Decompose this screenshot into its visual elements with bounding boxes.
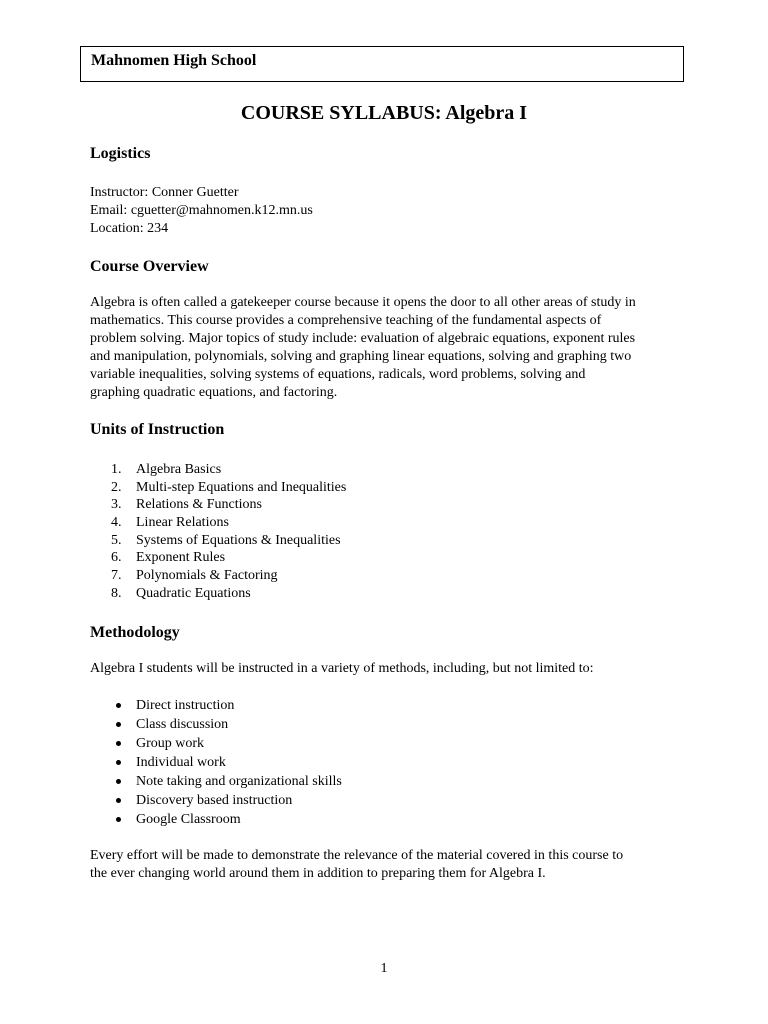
paragraph-line: graphing quadratic equations, and factoring. <box>90 385 338 400</box>
closing-paragraph <box>90 847 690 883</box>
method-label: Note taking and organizational skills <box>136 774 342 789</box>
bullet-icon <box>116 703 121 708</box>
list-number: 1. <box>111 462 122 477</box>
unit-label: Algebra Basics <box>136 462 222 477</box>
method-label: Direct instruction <box>136 698 235 713</box>
list-number: 2. <box>111 479 122 495</box>
bullet-icon <box>116 779 121 784</box>
bullet-icon <box>116 722 121 727</box>
list-number: 6. <box>111 550 122 566</box>
unit-label: Exponent Rules <box>136 550 226 566</box>
list-number: 4. <box>111 515 122 531</box>
paragraph-line: mathematics. This course provides a comprehensive teaching of the fundamental aspects of <box>90 313 602 328</box>
unit-label: Systems of Equations & Inequalities <box>136 532 341 548</box>
method-label: Group work <box>136 736 205 751</box>
list-number: 5. <box>111 532 122 548</box>
instructor-line: Instructor: Conner Guetter <box>90 185 239 200</box>
location-line: Location: 234 <box>90 221 169 236</box>
paragraph-line: the ever changing world around them in addition to preparing them for Algebra I. <box>90 866 546 881</box>
list-number: 8. <box>111 585 122 601</box>
methodology-intro: Algebra I students will be instructed in a variety of methods, including, but not limited to: <box>90 661 594 676</box>
paragraph-line: problem solving. Major topics of study include: evaluation of algebraic equations, exponent rules <box>90 331 636 346</box>
course-overview-heading: Course Overview <box>90 258 209 275</box>
school-name: Mahnomen High School <box>91 52 257 69</box>
methodology-heading: Methodology <box>90 624 180 641</box>
unit-label: Polynomials & Factoring <box>136 568 278 584</box>
unit-label: Multi-step Equations and Inequalities <box>136 479 347 495</box>
logistics-heading: Logistics <box>90 145 151 162</box>
unit-label: Quadratic Equations <box>136 585 251 601</box>
paragraph-line: Every effort will be made to demonstrate the relevance of the material covered in this course to <box>90 848 624 863</box>
method-label: Discovery based instruction <box>136 793 293 808</box>
paragraph-line: variable inequalities, solving systems of equations, radicals, word problems, solving and <box>90 367 586 382</box>
list-number: 3. <box>111 497 122 513</box>
unit-label: Relations & Functions <box>136 497 262 513</box>
method-label: Individual work <box>136 755 226 770</box>
school-header-box <box>80 46 684 82</box>
page-number: 1 <box>380 961 388 976</box>
method-label: Class discussion <box>136 717 229 732</box>
bullet-icon <box>116 741 121 746</box>
document-title: COURSE SYLLABUS: Algebra I <box>240 102 528 124</box>
bullet-icon <box>116 798 121 803</box>
course-overview-paragraph <box>90 294 690 402</box>
email-line: Email: cguetter@mahnomen.k12.mn.us <box>90 203 313 218</box>
method-label: Google Classroom <box>136 812 241 827</box>
units-heading: Units of Instruction <box>90 421 225 438</box>
list-number: 7. <box>111 568 122 584</box>
bullet-icon <box>116 817 121 822</box>
unit-label: Linear Relations <box>136 515 229 531</box>
bullet-icon <box>116 760 121 765</box>
paragraph-line: and manipulation, polynomials, solving and graphing linear equations, solving and graphing two <box>90 349 632 364</box>
paragraph-line: Algebra is often called a gatekeeper course because it opens the door to all other areas of study in <box>90 295 636 310</box>
